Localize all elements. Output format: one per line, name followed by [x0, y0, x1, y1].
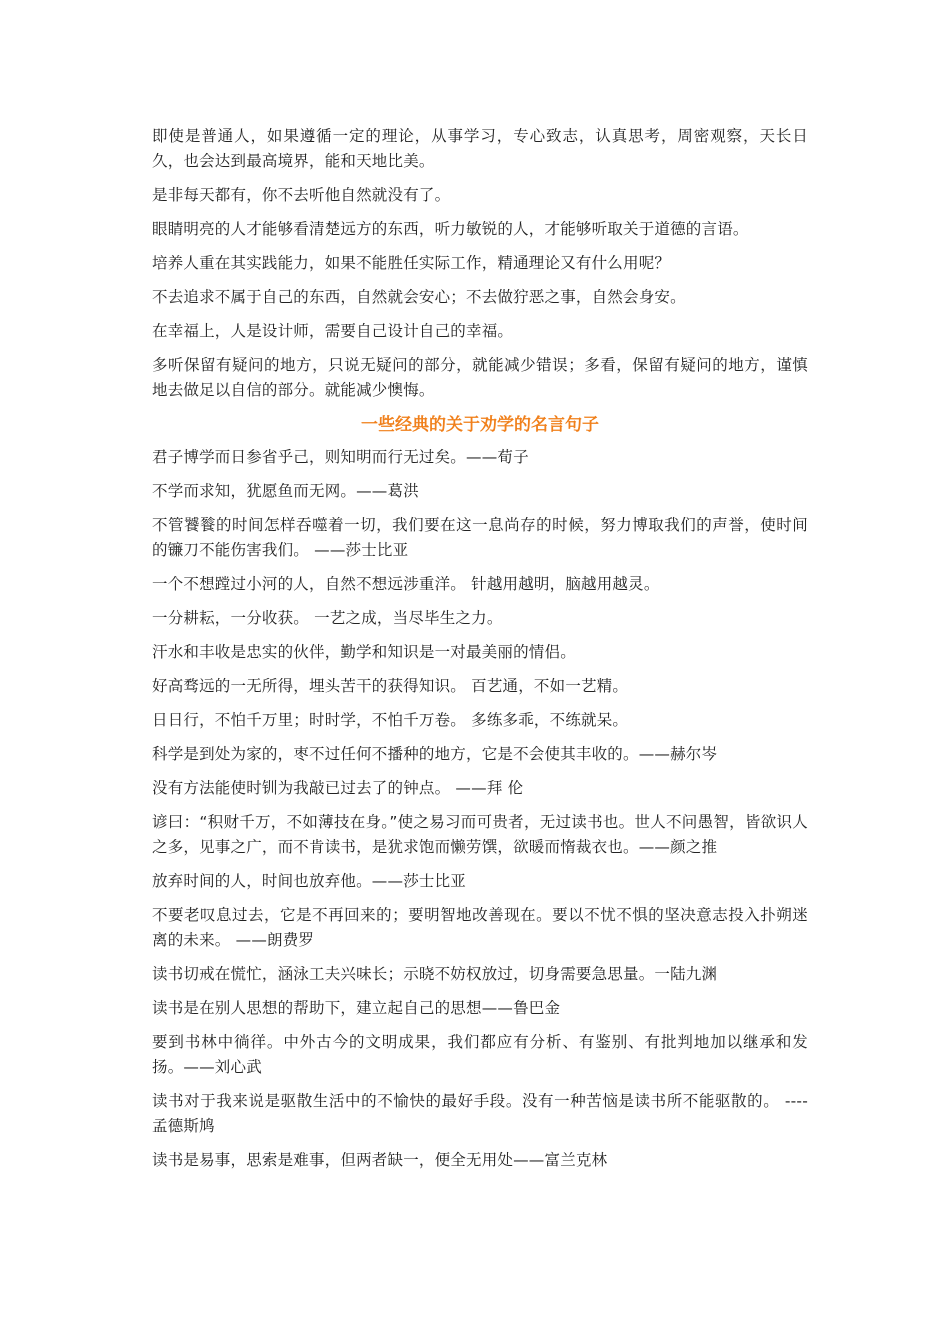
paragraph: 不去追求不属于自己的东西，自然就会安心；不去做狞恶之事，自然会身安。: [152, 288, 686, 306]
quote-paragraph: 要到书林中徜徉。中外古今的文明成果，我们都应有分析、有鉴别、有批判地加以继承和发扬。——刘心武: [152, 1033, 808, 1076]
quote-paragraph: 读书是易事，思索是难事，但两者缺一，便全无用处——富兰克林: [152, 1151, 608, 1169]
quote-paragraph: 科学是到处为家的，枣不过任何不播种的地方，它是不会使其丰收的。——赫尔岑: [152, 745, 718, 763]
quotes-section: [152, 445, 808, 1173]
quote-paragraph: 一分耕耘，一分收获。 一艺之成，当尽毕生之力。: [152, 609, 503, 627]
paragraph: 多听保留有疑问的地方，只说无疑问的部分，就能减少错误；多看，保留有疑问的地方，谨慎地去做足以自信的部分。就能减少懊悔。: [152, 356, 808, 399]
quote-paragraph: 君子博学而日参省乎己，则知明而行无过矣。——荀子: [152, 448, 529, 466]
quote-paragraph: 读书是在别人思想的帮助下，建立起自己的思想——鲁巴金: [152, 999, 561, 1017]
quote-paragraph: 放弃时间的人，时间也放弃他。——莎士比亚: [152, 872, 467, 890]
intro-section: [152, 124, 808, 403]
quote-paragraph: 汗水和丰收是忠实的伙伴，勤学和知识是一对最美丽的情侣。: [152, 643, 576, 661]
quote-paragraph: 谚曰：“积财千万，不如薄技在身。”使之易习而可贵者，无过读书也。世人不问愚智，皆欲识人之多，见事之广，而不肯读书，是犹求饱而懒劳馔，欲暖而惰裁衣也。——颜之推: [152, 813, 808, 856]
paragraph: 培养人重在其实践能力，如果不能胜任实际工作，精通理论又有什么用呢？: [152, 254, 671, 272]
paragraph: 眼睛明亮的人才能够看清楚远方的东西，听力敏锐的人，才能够听取关于道德的言语。: [152, 220, 749, 238]
quote-paragraph: 不学而求知，犹愿鱼而无网。——葛洪: [152, 482, 419, 500]
document-page: [152, 124, 808, 1182]
quote-paragraph: 一个不想蹚过小河的人，自然不想远涉重洋。 针越用越明，脑越用越灵。: [152, 575, 660, 593]
quote-paragraph: 不管饕餮的时间怎样吞噬着一切，我们要在这一息尚存的时候，努力博取我们的声誉，使时间的镰刀不能伤害我们。 ——莎士比亚: [152, 516, 808, 559]
paragraph: 即使是普通人，如果遵循一定的理论，从事学习，专心致志，认真思考，周密观察，天长日久，也会达到最高境界，能和天地比美。: [152, 127, 808, 170]
quote-paragraph: 读书切戒在慌忙，涵泳工夫兴味长；示晓不妨权放过，切身需要急思量。一陆九渊: [152, 965, 718, 983]
paragraph: 是非每天都有，你不去听他自然就没有了。: [152, 186, 451, 204]
quote-paragraph: 读书对于我来说是驱散生活中的不愉快的最好手段。没有一种苦恼是读书所不能驱散的。 ----孟德斯鸠: [152, 1092, 808, 1135]
quote-paragraph: 好高骛远的一无所得，埋头苦干的获得知识。 百艺通，不如一艺精。: [152, 677, 629, 695]
quote-paragraph: 没有方法能使时钏为我敲已过去了的钟点。 ——拜 伦: [152, 779, 524, 797]
quote-paragraph: 不要老叹息过去，它是不再回来的；要明智地改善现在。要以不忧不惧的坚决意志投入扑朔迷离的未来。 ——朗费罗: [152, 906, 808, 949]
section-heading: 一些经典的关于劝学的名言句子: [361, 415, 599, 435]
paragraph: 在幸福上，人是设计师，需要自己设计自己的幸福。: [152, 322, 514, 340]
quote-paragraph: 日日行，不怕千万里；时时学，不怕千万卷。 多练多乖，不练就呆。: [152, 711, 629, 729]
